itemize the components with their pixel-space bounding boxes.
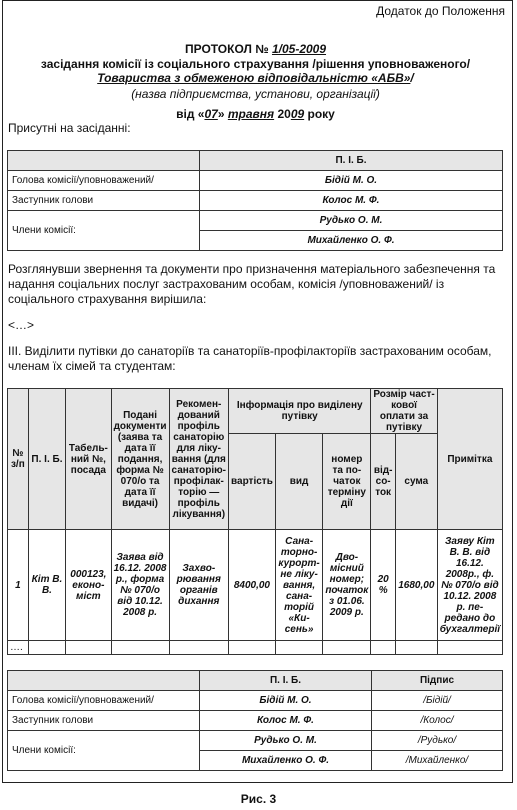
- attendance-role: Голова комісії/уповноважений/: [8, 171, 200, 191]
- cell-number: 1: [8, 530, 29, 641]
- cell-dots: ….: [8, 641, 29, 655]
- col-term: номер та по-чаток терміну дії: [323, 434, 371, 530]
- cell-term: Дво-місний номер; початок з 01.06. 2009 р.: [323, 530, 371, 641]
- cell-sum: 1680,00: [395, 530, 437, 641]
- organization-hint: (назва підприємства, установи, організації): [131, 87, 380, 101]
- col-profile: Рекомен-дований профіль санаторію для ліку-вання (для санаторію-профілак-торію — профіль лікування): [169, 389, 228, 530]
- attendance-header-name: П. І. Б.: [200, 151, 503, 171]
- attendance-role: Члени комісії:: [8, 211, 200, 251]
- protocol-title: ПРОТОКОЛ № 1/05-2009: [184, 42, 327, 56]
- attendance-name: Колос М. Ф.: [200, 191, 503, 211]
- cell-documents: Заява від 16.12. 2008 р., форма № 070/о від 10.12. 2008 р.: [111, 530, 169, 641]
- cell-profile: Захво-рювання органів дихання: [169, 530, 228, 641]
- col-info: Інформація про виділену путівку: [229, 389, 371, 434]
- attendance-role: Заступник голови: [8, 191, 200, 211]
- col-note: Примітка: [437, 389, 502, 530]
- signature-table: [7, 670, 503, 771]
- col-name: П. І. Б.: [28, 389, 65, 530]
- protocol-date: від «07» травня 2009 року: [176, 107, 335, 121]
- col-sum: сума: [395, 434, 437, 530]
- signature-name: Рудько О. М.: [200, 731, 372, 751]
- ellipsis-text: <…>: [8, 318, 35, 332]
- cell-name: Кіт В. В.: [28, 530, 65, 641]
- figure-caption: Рис. 3: [240, 792, 277, 806]
- col-tab: Табель-ний №, посада: [66, 389, 111, 530]
- attendance-name: Рудько О. М.: [200, 211, 503, 231]
- decision-text: Розглянувши звернення та документи про призначення матеріального забезпечення та надання соціальних послуг застрахованим особам, комісія /уповноважений/ із соціального страхування вирішила:: [8, 262, 496, 306]
- col-cost: вартість: [229, 434, 276, 530]
- cell-cost: 8400,00: [229, 530, 276, 641]
- attendance-table: [7, 150, 503, 251]
- col-percent: від-со-ток: [371, 434, 396, 530]
- protocol-number: 1/05-2009: [271, 42, 327, 56]
- signature-value: /Рудько/: [372, 731, 503, 751]
- signature-header-name: П. І. Б.: [200, 671, 372, 691]
- voucher-table: [7, 388, 503, 655]
- signature-role: Заступник голови: [8, 711, 200, 731]
- col-documents: Подані документи (заява та дата її подання, форма № 070/о та дата її видачі): [111, 389, 169, 530]
- col-kind: вид: [275, 434, 322, 530]
- addendum-label: Додаток до Положення: [376, 4, 505, 18]
- attendance-name: Михайленко О. Ф.: [200, 231, 503, 251]
- present-label: Присутні на засіданні:: [8, 121, 131, 135]
- signature-role: Голова комісії/уповноважений/: [8, 691, 200, 711]
- cell-note: Заяву Кіт В. В. від 16.12. 2008р., ф. № 070/о від 10.12. 2008 р. пе-редано до бухгалтерії: [437, 530, 502, 641]
- section-3-text: III. Виділити путівки до санаторіїв та санаторіїв-профілакторіїв застрахованим особам, членам їх сімей та студентам:: [8, 344, 492, 373]
- signature-name: Бідій М. О.: [200, 691, 372, 711]
- signature-role: Члени комісії:: [8, 731, 200, 771]
- cell-tab: 000123, еконо-міст: [66, 530, 111, 641]
- col-partial: Розмір част-кової оплати за путівку: [371, 389, 437, 434]
- cell-percent: 20 %: [371, 530, 396, 641]
- cell-kind: Сана-торно-курорт-не ліку-вання, сана-торій «Ки-сень»: [275, 530, 322, 641]
- signature-value: /Бідій/: [372, 691, 503, 711]
- organization-name: Товариства з обмеженою відповідальністю «АБВ»/: [97, 71, 414, 85]
- signature-name: Михайленко О. Ф.: [200, 751, 372, 771]
- attendance-name: Бідій М. О.: [200, 171, 503, 191]
- col-number: № з/п: [8, 389, 29, 530]
- signature-value: /Колос/: [372, 711, 503, 731]
- signature-name: Колос М. Ф.: [200, 711, 372, 731]
- protocol-subtitle: засідання комісії із соціального страхування /рішення уповноваженого/: [40, 57, 471, 71]
- signature-header-sign: Підпис: [372, 671, 503, 691]
- signature-value: /Михайленко/: [372, 751, 503, 771]
